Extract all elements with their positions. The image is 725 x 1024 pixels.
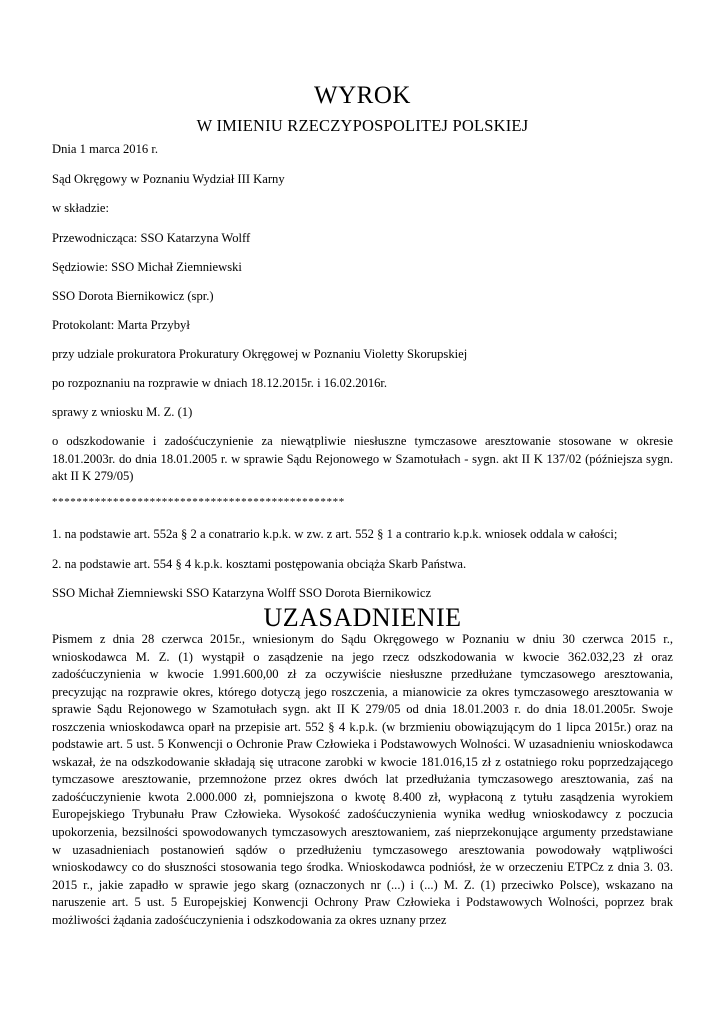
ruling-item: 2. na podstawie art. 554 § 4 k.p.k. kosztami postępowania obciąża Skarb Państwa. xyxy=(52,557,467,571)
document-title: WYROK xyxy=(314,82,411,109)
judges: Sędziowie: SSO Michał Ziemniewski xyxy=(52,260,242,274)
judgment-date: Dnia 1 marca 2016 r. xyxy=(52,142,158,156)
clerk: Protokolant: Marta Przybył xyxy=(52,318,190,332)
document-subtitle: W IMIENIU RZECZYPOSPOLITEJ POLSKIEJ xyxy=(196,116,529,135)
presiding-judge: Przewodnicząca: SSO Katarzyna Wolff xyxy=(52,231,251,245)
signatures: SSO Michał Ziemniewski SSO Katarzyna Wolff SSO Dorota Biernikowicz xyxy=(52,586,432,600)
judge-reporting: SSO Dorota Biernikowicz (spr.) xyxy=(52,289,214,303)
court-name: Sąd Okręgowy w Poznaniu Wydział III Karny xyxy=(52,172,285,186)
prosecutor: przy udziale prokuratora Prokuratury Okręgowej w Poznaniu Violetty Skorupskiej xyxy=(52,347,468,361)
composition-label: w składzie: xyxy=(52,201,110,215)
ruling-item: 1. na podstawie art. 552a § 2 a conatrario k.p.k. w zw. z art. 552 § 1 a contrario k.p.k. wniosek oddala w całości; xyxy=(52,527,618,541)
justification-heading: UZASADNIENIE xyxy=(263,603,462,632)
case-reference: sprawy z wniosku M. Z. (1) xyxy=(52,405,193,419)
hearing-dates: po rozpoznaniu na rozprawie w dniach 18.12.2015r. i 16.02.2016r. xyxy=(52,376,388,390)
justification-text: Pismem z dnia 28 czerwca 2015r., wniesionym do Sądu Okręgowego w Poznaniu w dniu 30 czerwca 2015 r., wnioskodawca M. Z. (1) wystąpił o zasądzenie na jego rzecz odszkodowania w kwocie 362.032,23 zł oraz zadośćuczynienia w kwocie 1.991.600,00 zł za oczywiście niesłuszne przedłużane tymczasowego aresztowania, precyzując na rozprawie okres, którego dotyczą jego roszczenia, a mianowicie za okres tymczasowego aresztowania w sprawie Sądu Rejonowego w Szamotułach sygn. akt II K 279/05 od dnia 18.01.2003 r. do dnia 18.01.2005r. Swoje roszczenia wnioskodawca oparł na przepisie art. 552 § 4 k.p.k. (w brzmieniu obowiązującym do 1 lipca 2015r.) oraz na podstawie art. 5 ust. 5 Konwencji o Ochronie Praw Człowieka i Podstawowych Wolności. W uzasadnieniu wnioskodawca wskazał, że na odszkodowanie składają się utracone zarobki w kwocie 181.016,15 zł z ostatniego roku poprzedzającego tymczasowe aresztowanie, przemnożone przez okres dwóch lat przedłużania tymczasowego aresztowania, zaś na zadośćuczynienie kwota 2.000.000 zł, pomniejszona o kwotę 8.400 zł, wypłaconą z tytułu zasądzenia wyrokiem Europejskiego Trybunału Praw Człowieka. Wysokość zadośćuczynienia wynika według wnioskodawcy z poczucia upokorzenia, bezsilności spowodowanych tymczasowych aresztowaniem, zaś nieprzekonujące argumenty przedstawiane w uzasadnieniach postanowień sądów o przedłużeniu tymczasowego aresztowania powodowały wątpliwości wnioskodawcy co do słuszności stosowania tego środka. Wnioskodawca podniósł, że w orzeczeniu ETPCz z dnia 3. 03. 2015 r., jakie zapadło w sprawie jego skarg (oznaczonych nr (...) i (...) M. Z. (1) przeciwko Polsce), wskazano na naruszenie art. 5 ust. 5 Europejskiej Konwencji Ochrony Praw Człowieka i Podstawowych Wolności, poprzez brak możliwości żądania zadośćuczynienia i odszkodowania za okres uznany przez xyxy=(52,632,673,927)
case-subject: o odszkodowanie i zadośćuczynienie za niewątpliwie niesłuszne tymczasowe aresztowanie stosowane w okresie 18.01.2003r. do dnia 18.01.2005 r. w sprawie Sądu Rejonowego w Szamotułach - sygn. akt II K 137/02 (późniejsza sygn. akt II K 279/05) xyxy=(52,434,673,483)
separator: ************************************************ xyxy=(52,496,345,508)
